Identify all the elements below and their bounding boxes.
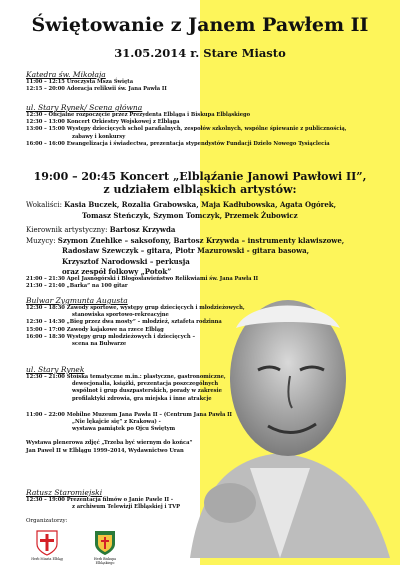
schedule-line: zabawy i konkursy [72, 133, 126, 140]
schedule-line: 16:00 – 18:30 Występy grup młodzieżowych i dziecięcych – [26, 333, 196, 340]
section-title: Bulwar Zygmunta Augusta [26, 296, 128, 305]
concert-heading [0, 170, 400, 196]
section-title: ul. Stary Rynek [26, 365, 85, 374]
vocalists-names: Kasia Buczek, Rozalia Grabowska, Maja Kadłubowska, Agata Ogórek, [64, 200, 337, 209]
schedule-line: stanowiska sportowo-rekreacyjne [72, 312, 169, 319]
section-katedra [26, 70, 167, 93]
schedule-line: 12:30 – 19:00 Prezentacja filmów o Janie Pawle II - [26, 497, 173, 503]
section-stary-rynek [26, 365, 232, 455]
schedule-line: Jan Paweł II w Elblągu 1999–2014, Wydawnictwo Uran [26, 447, 184, 454]
date-place: 31.05.2014 r. Stare Miasto [114, 46, 286, 60]
director-name: Bartosz Krzywda [109, 225, 176, 234]
schedule-line: Wystawa plenerowa zdjęć „Trzeba być wiernym do końca” [26, 440, 193, 447]
schedule-line: 21:30 – 21:40 „Barka” na 100 gitar [26, 283, 128, 290]
schedule-line: 12:30 – 18:30 Zawody sportowe, występy grup dziecięcych i młodzieżowych, [26, 305, 245, 311]
schedule-line: 12:30 – Oficjalne rozpoczęcie przez Prezydenta Elbląga i Biskupa Elbląskiego [26, 112, 251, 118]
schedule-line: 13:00 – 15:00 Występy dziecięcych schol parafialnych, zespołów szkolnych, wspólne śpiewanie z publicznością, [26, 126, 347, 133]
schedule-line: wspólnot i grup duszpasterskich, porady w zakresie [72, 388, 222, 395]
section-title: Ratusz Staromiejski [26, 488, 103, 497]
schedule-line: 12:30 – 21:00 Stoiska tematyczne m.in.: plastyczne, gastronomiczne, [26, 374, 226, 380]
schedule-line: profilaktyki zdrowia, gra miejska i inne atrakcje [72, 395, 212, 402]
crest-caption: Herb Miasta Elbląg [31, 557, 63, 561]
schedule-line: z archiwum Telewizji Elbląskiej i TVP [72, 504, 181, 511]
schedule-line: 12:15 – 20:00 Adoracja relikwii św. Jana Pawła II [26, 86, 167, 93]
page-title: Świętowanie z Janem Pawłem II [31, 14, 369, 36]
musicians-names: Szymon Zuehlke – saksofony, Bartosz Krzywda – instrumenty klawiszowe, [57, 235, 345, 245]
schedule-line: 11:00 – 22:00 Mobilne Muzeum Jana Pawła II – (Centrum Jana Pawła II [26, 411, 232, 418]
schedule-line: 11:00 – 12:15 Uroczysta Msza Święta [26, 79, 134, 85]
vocalists-label: Wokaliści: [26, 201, 62, 209]
schedule-line: 15:00 – 17:00 Zawody kajakowe na rzece Elbląg [26, 326, 164, 333]
schedule-line: 16:00 – 16:00 Ewangelizacja i świadectwa, prezentacja stypendystów Fundacji Dzieło Nowego Tysiąclecia [26, 140, 330, 147]
schedule-line: wystawa pamiątek po Ojcu Świętym [72, 426, 176, 433]
concert-line-1: 19:00 – 20:45 Koncert „Elbląźanie Janowi Pawłowi II”, [33, 170, 367, 183]
schedule-line: 12:30 – 13:00 Koncert Orkiestry Wojskowej z Elbląga [26, 119, 180, 126]
section-evening [26, 276, 258, 290]
schedule-line: dewocjonalia, książki, prezentacja poszczególnych [72, 381, 219, 388]
director-label: Kierownik artystyczny: [26, 226, 108, 234]
musicians-names: Krzysztof Narodowski – perkusja [62, 256, 190, 266]
section-title: ul. Stary Rynek/ Scena główna [26, 103, 143, 112]
schedule-line: 12:30 – 14:30 „Bieg przez dwa mosty” – młodzież, sztafeta rodzinna [26, 319, 222, 326]
concert-artists [26, 200, 344, 278]
schedule-line: 21:00 – 21:30 Apel Jasnogórski i Błogosławieństwo Relikwiami św. Jana Pawła II [26, 276, 259, 282]
musicians-names: oraz zespół folkowy „Potok” [62, 267, 172, 276]
section-ratusz [26, 488, 180, 511]
section-rynek-scena [26, 103, 347, 148]
concert-line-2: z udziałem elbląskich artystów: [103, 183, 297, 196]
crest-caption: Herb Biskupa Elbląskiego [93, 557, 117, 565]
musicians-names: Radosław Szewczyk – gitara, Piotr Mazurowski - gitara basowa, [62, 246, 310, 255]
city-crest-icon [36, 530, 58, 556]
schedule-line: scena na Bulwarze [72, 341, 127, 348]
organizers-label: Organizatorzy: [26, 518, 68, 524]
section-title: Katedra św. Mikołaja [26, 70, 106, 79]
schedule-line: „Nie lękajcie się” z Krakowa) - [72, 419, 161, 426]
vocalists-names: Tomasz Steńczyk, Szymon Tomczyk, Przemek Żubowicz [82, 210, 298, 220]
musicians-label: Muzycy: [26, 236, 56, 245]
section-bulwar [26, 296, 245, 348]
bishop-crest-icon [94, 530, 116, 556]
